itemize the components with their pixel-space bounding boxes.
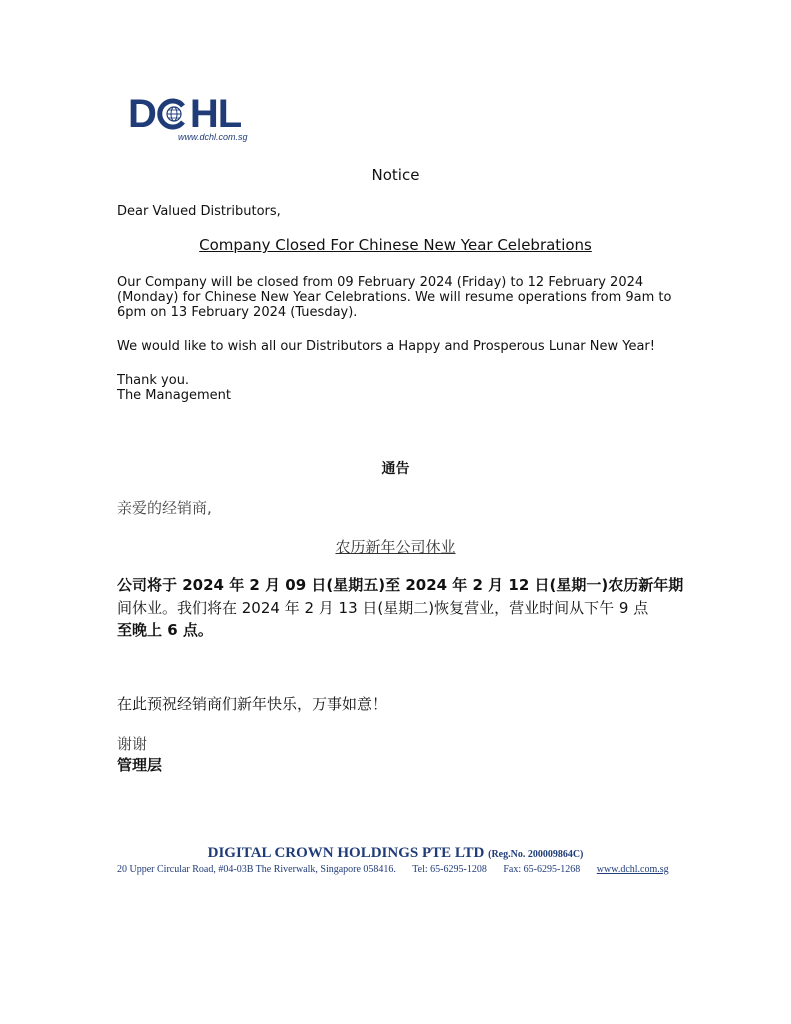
notice-title: Notice xyxy=(371,166,420,184)
english-para1-line3: 6pm on 13 February 2024 (Tuesday). xyxy=(117,305,358,320)
footer-contact xyxy=(117,864,669,875)
logo-url: www.dchl.com.sg xyxy=(178,132,248,142)
footer-company xyxy=(0,845,791,862)
chinese-para1-line1: 公司将于 2024 年 2 月 09 日(星期五)至 2024 年 2 月 12 日(星期一)农历新年期 xyxy=(117,576,684,594)
logo-letters-hl: HL xyxy=(189,92,242,136)
english-greeting: Dear Valued Distributors, xyxy=(117,204,281,219)
company-logo xyxy=(128,92,258,148)
chinese-para1-line2: 间休业。我们将在 2024 年 2 月 13 日(星期二)恢复营业，营业时间从下午 9 点 xyxy=(117,599,649,617)
footer-tel: Tel: 65-6295-1208 xyxy=(412,864,487,875)
chinese-greeting: 亲爱的经销商, xyxy=(117,499,212,517)
english-para2: We would like to wish all our Distributors a Happy and Prosperous Lunar New Year! xyxy=(117,339,655,354)
chinese-para2: 在此预祝经销商们新年快乐，万事如意！ xyxy=(117,695,388,713)
chinese-para1-line3: 至晚上 6 点。 xyxy=(117,621,213,639)
english-para1-line1: Our Company will be closed from 09 February 2024 (Friday) to 12 February 2024 xyxy=(117,275,644,290)
footer-fax: Fax: 65-6295-1268 xyxy=(503,864,581,875)
english-para1-line2: (Monday) for Chinese New Year Celebrations. We will resume operations from 9am to xyxy=(117,290,672,305)
logo-letter-d: D xyxy=(128,92,156,136)
footer-address: 20 Upper Circular Road, #04-03B The Riverwalk, Singapore 058416. xyxy=(117,864,396,875)
english-signoff: The Management xyxy=(117,388,231,403)
chinese-subject: 农历新年公司休业 xyxy=(335,538,456,556)
chinese-signoff: 管理层 xyxy=(117,756,163,774)
globe-icon xyxy=(157,98,189,130)
chinese-title: 通告 xyxy=(381,461,410,477)
footer-website-link[interactable]: www.dchl.com.sg xyxy=(596,864,669,875)
english-thanks: Thank you. xyxy=(117,373,190,388)
footer-company-name: DIGITAL CROWN HOLDINGS PTE LTD xyxy=(207,845,485,861)
footer-reg-number: (Reg.No. 200009864C) xyxy=(488,849,584,860)
chinese-thanks: 谢谢 xyxy=(117,735,148,753)
english-subject: Company Closed For Chinese New Year Celebrations xyxy=(199,236,592,254)
logo-wordmark xyxy=(128,92,241,136)
